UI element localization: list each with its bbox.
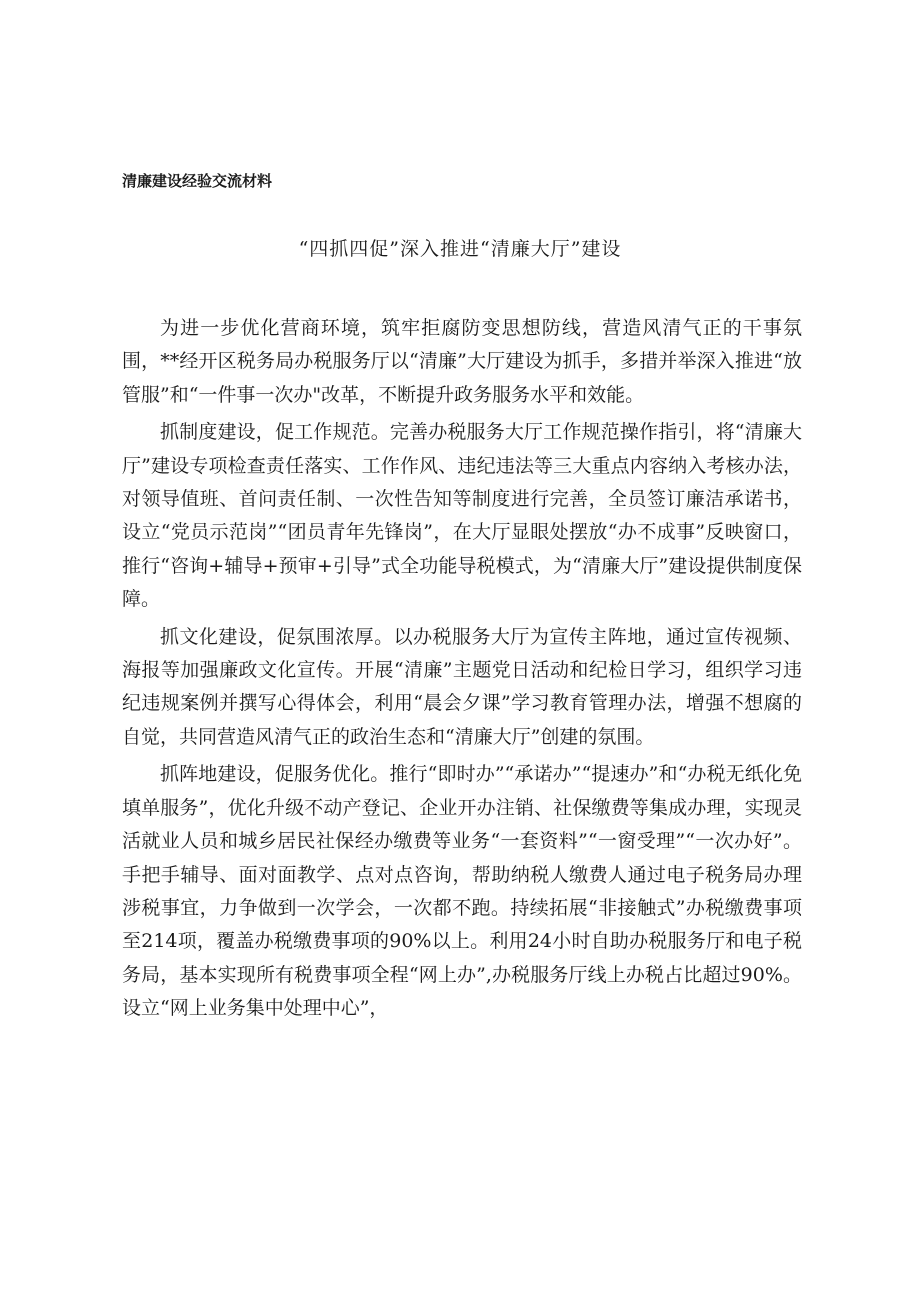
paragraph-front-building: 抓阵地建设，促服务优化。推行“即时办”“承诺办”“提速办”和“办税无纸化免填单服务”，优化升级不动产登记、企业开办注销、社保缴费等集成办理，实现灵活就业人员和城乡居民社保经办缴费等业务“一套资料”“一窗受理”“一次办好”。手把手辅导、面对面教学、点对点咨询，帮助纳税人缴费人通过电子税务局办理涉税事宜，力争做到一次学会，一次都不跑。持续拓展“非接触式”办税缴费事项至214项，覆盖办税缴费事项的90%以上。利用24小时自助办税服务厅和电子税务局，基本实现所有税费事项全程“网上办”,办税服务厅线上办税占比超过90%。设立“网上业务集中处理中心”，	[122, 763, 802, 1020]
document-label: 清廉建设经验交流材料	[122, 172, 273, 190]
document-body	[122, 312, 802, 1030]
paragraph-culture-building: 抓文化建设，促氛围浓厚。以办税服务大厅为宣传主阵地，通过宣传视频、海报等加强廉政文化宣传。开展“清廉”主题党日活动和纪检日学习，组织学习违纪违规案例并撰写心得体会，利用“晨会夕课”学习教育管理办法，增强不想腐的自觉，共同营造风清气正的政治生态和“清廉大厅”创建的氛围。	[122, 625, 802, 748]
paragraph-system-building: 抓制度建设，促工作规范。完善办税服务大厅工作规范操作指引，将“清廉大厅”建设专项检查责任落实、工作作风、违纪违法等三大重点内容纳入考核办法，对领导值班、首问责任制、一次性告知等制度进行完善，全员签订廉洁承诺书，设立“党员示范岗”“团员青年先锋岗”，在大厅显眼处摆放“办不成事”反映窗口，推行“咨询+辅导+预审+引导”式全功能导税模式，为“清廉大厅”建设提供制度保障。	[122, 421, 802, 611]
document-title: “四抓四促”深入推进“清廉大厅”建设	[298, 238, 622, 260]
paragraph-intro: 为进一步优化营商环境，筑牢拒腐防变思想防线，营造风清气正的干事氛围，**经开区税务局办税服务厅以“清廉”大厅建设为抓手，多措并举深入推进“放管服”和“一件事一次办"改革，不断提升政务服务水平和效能。	[122, 317, 802, 406]
